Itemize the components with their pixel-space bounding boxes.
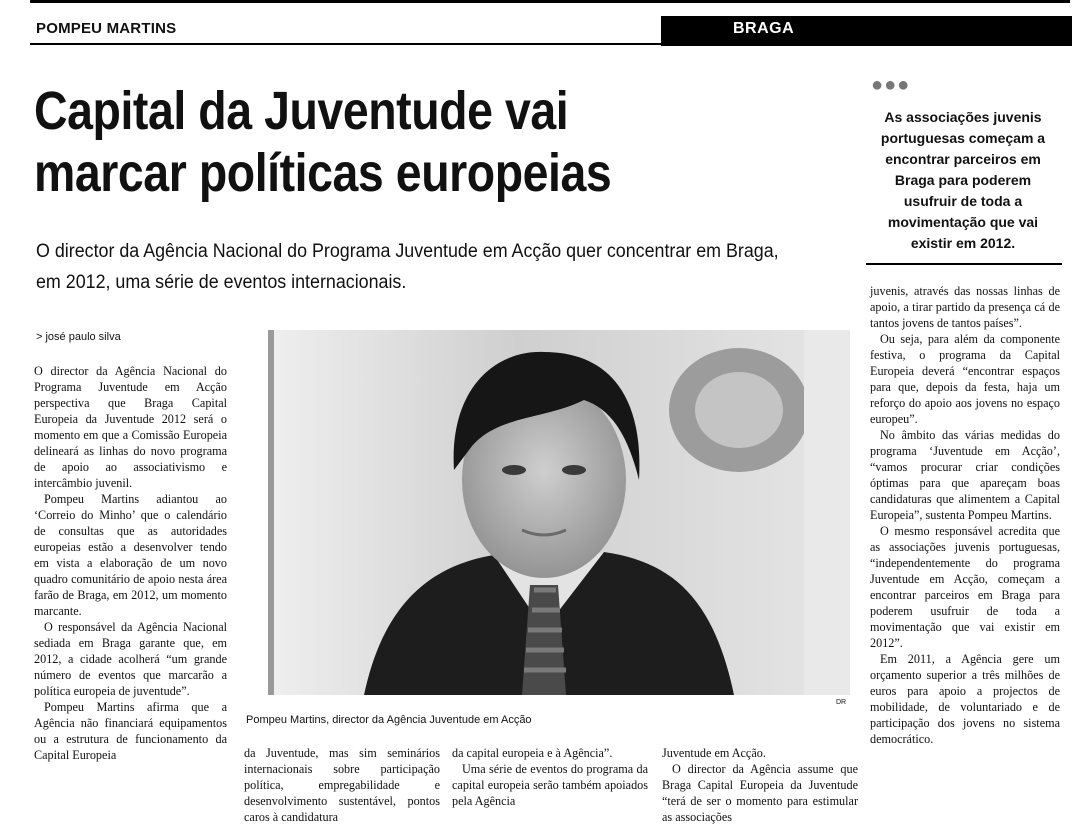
- paragraph: juvenis, através das nossas linhas de apoio, a tirar partido da presença cá de tantos jovens de tantos países”.: [870, 284, 1060, 330]
- pull-quote: As associações juvenis portuguesas começam a encontrar parceiros em Braga para poderem usufruir de toda a movimentação que vai existir em 2012.: [880, 109, 1046, 251]
- paragraph: Em 2011, a Agência gere um orçamento superior a três milhões de euros para apoio a projectos de mobilidade, de voluntariado e de participação dos jovens no sistema democrático.: [870, 652, 1060, 746]
- paragraph: Pompeu Martins afirma que a Agência não financiará equipamentos ou a estrutura de funcionamento da Capital Europeia: [34, 700, 227, 762]
- lede: O director da Agência Nacional do Programa Juventude em Acção quer concentrar em Braga, em 2012, uma série de eventos internacionais.: [36, 241, 779, 293]
- article-photo: [244, 330, 850, 695]
- photo-caption: Pompeu Martins, director da Agência Juventude em Acção: [246, 714, 532, 726]
- headline: [34, 80, 739, 204]
- text-column-3: [452, 745, 648, 809]
- text-column-4: [662, 745, 858, 825]
- top-border-rule: [30, 0, 1070, 3]
- section-tab: [661, 16, 1072, 46]
- header-author-name: POMPEU MARTINS: [36, 20, 177, 37]
- paragraph: da Juventude, mas sim seminários internacionais sobre participação política, empregabilidade e desenvolvimento sustentável, pontos caros à candidatura: [244, 746, 440, 824]
- paragraph: Juventude em Acção.: [662, 746, 766, 760]
- paragraph: O responsável da Agência Nacional sediada em Braga garante que, em 2012, a cidade acolherá “um grande número de eventos que marcarão a política europeia de juventude”.: [34, 620, 227, 698]
- paragraph: O mesmo responsável acredita que as associações juvenis portuguesas, “independentemente do programa Juventude em Acção, começam a encontrar parceiros em Braga para poderem usufruir de toda a movimentação que vai existir em 2012”.: [870, 524, 1060, 650]
- photo-credit: DR: [836, 699, 847, 706]
- paragraph: Uma série de eventos do programa da capital europeia serão também apoiados pela Agência: [452, 762, 648, 808]
- pull-quote-marker: ●●●: [871, 74, 911, 96]
- headline-line-1: Capital da Juventude vai: [34, 81, 569, 141]
- headline-line-2: marcar políticas europeias: [34, 143, 612, 203]
- header-rule: [30, 43, 662, 45]
- text-column-5: [870, 283, 1060, 747]
- byline: > josé paulo silva: [36, 331, 121, 343]
- pull-quote-rule: [866, 263, 1062, 265]
- paragraph: O director da Agência assume que Braga Capital Europeia da Juventude “terá de ser o momento para estimular as associações: [662, 762, 858, 824]
- text-column-1: [34, 363, 227, 763]
- paragraph: da capital europeia e à Agência”.: [452, 746, 613, 760]
- paragraph: O director da Agência Nacional do Programa Juventude em Acção perspectiva que Braga Capital Europeia da Juventude 2012 será o momento em que a Comissão Europeia delineará as linhas do novo programa de apoio ao associativismo e intercâmbio juvenil.: [34, 364, 227, 490]
- section-label: BRAGA: [733, 20, 795, 37]
- paragraph: Pompeu Martins adiantou ao ‘Correio do Minho’ que o calendário de consultas que as autoridades europeias estão a desenvolver tendo em vista a elaboração de um novo quadro comunitário de apoio nesta área farão de Braga, em 2012, um momento marcante.: [34, 492, 227, 618]
- text-column-2: [244, 745, 440, 825]
- paragraph: Ou seja, para além da componente festiva, o programa da Capital Europeia deverá “encontrar espaços para que, depois da festa, haja um reforço do apoio aos jovens no espaço europeu”.: [870, 332, 1060, 426]
- paragraph: No âmbito das várias medidas do programa ‘Juventude em Acção’, “vamos procurar criar condições óptimas para que apareçam boas candidaturas que alimentem a Capital Europeia”, sustenta Pompeu Martins.: [870, 428, 1060, 522]
